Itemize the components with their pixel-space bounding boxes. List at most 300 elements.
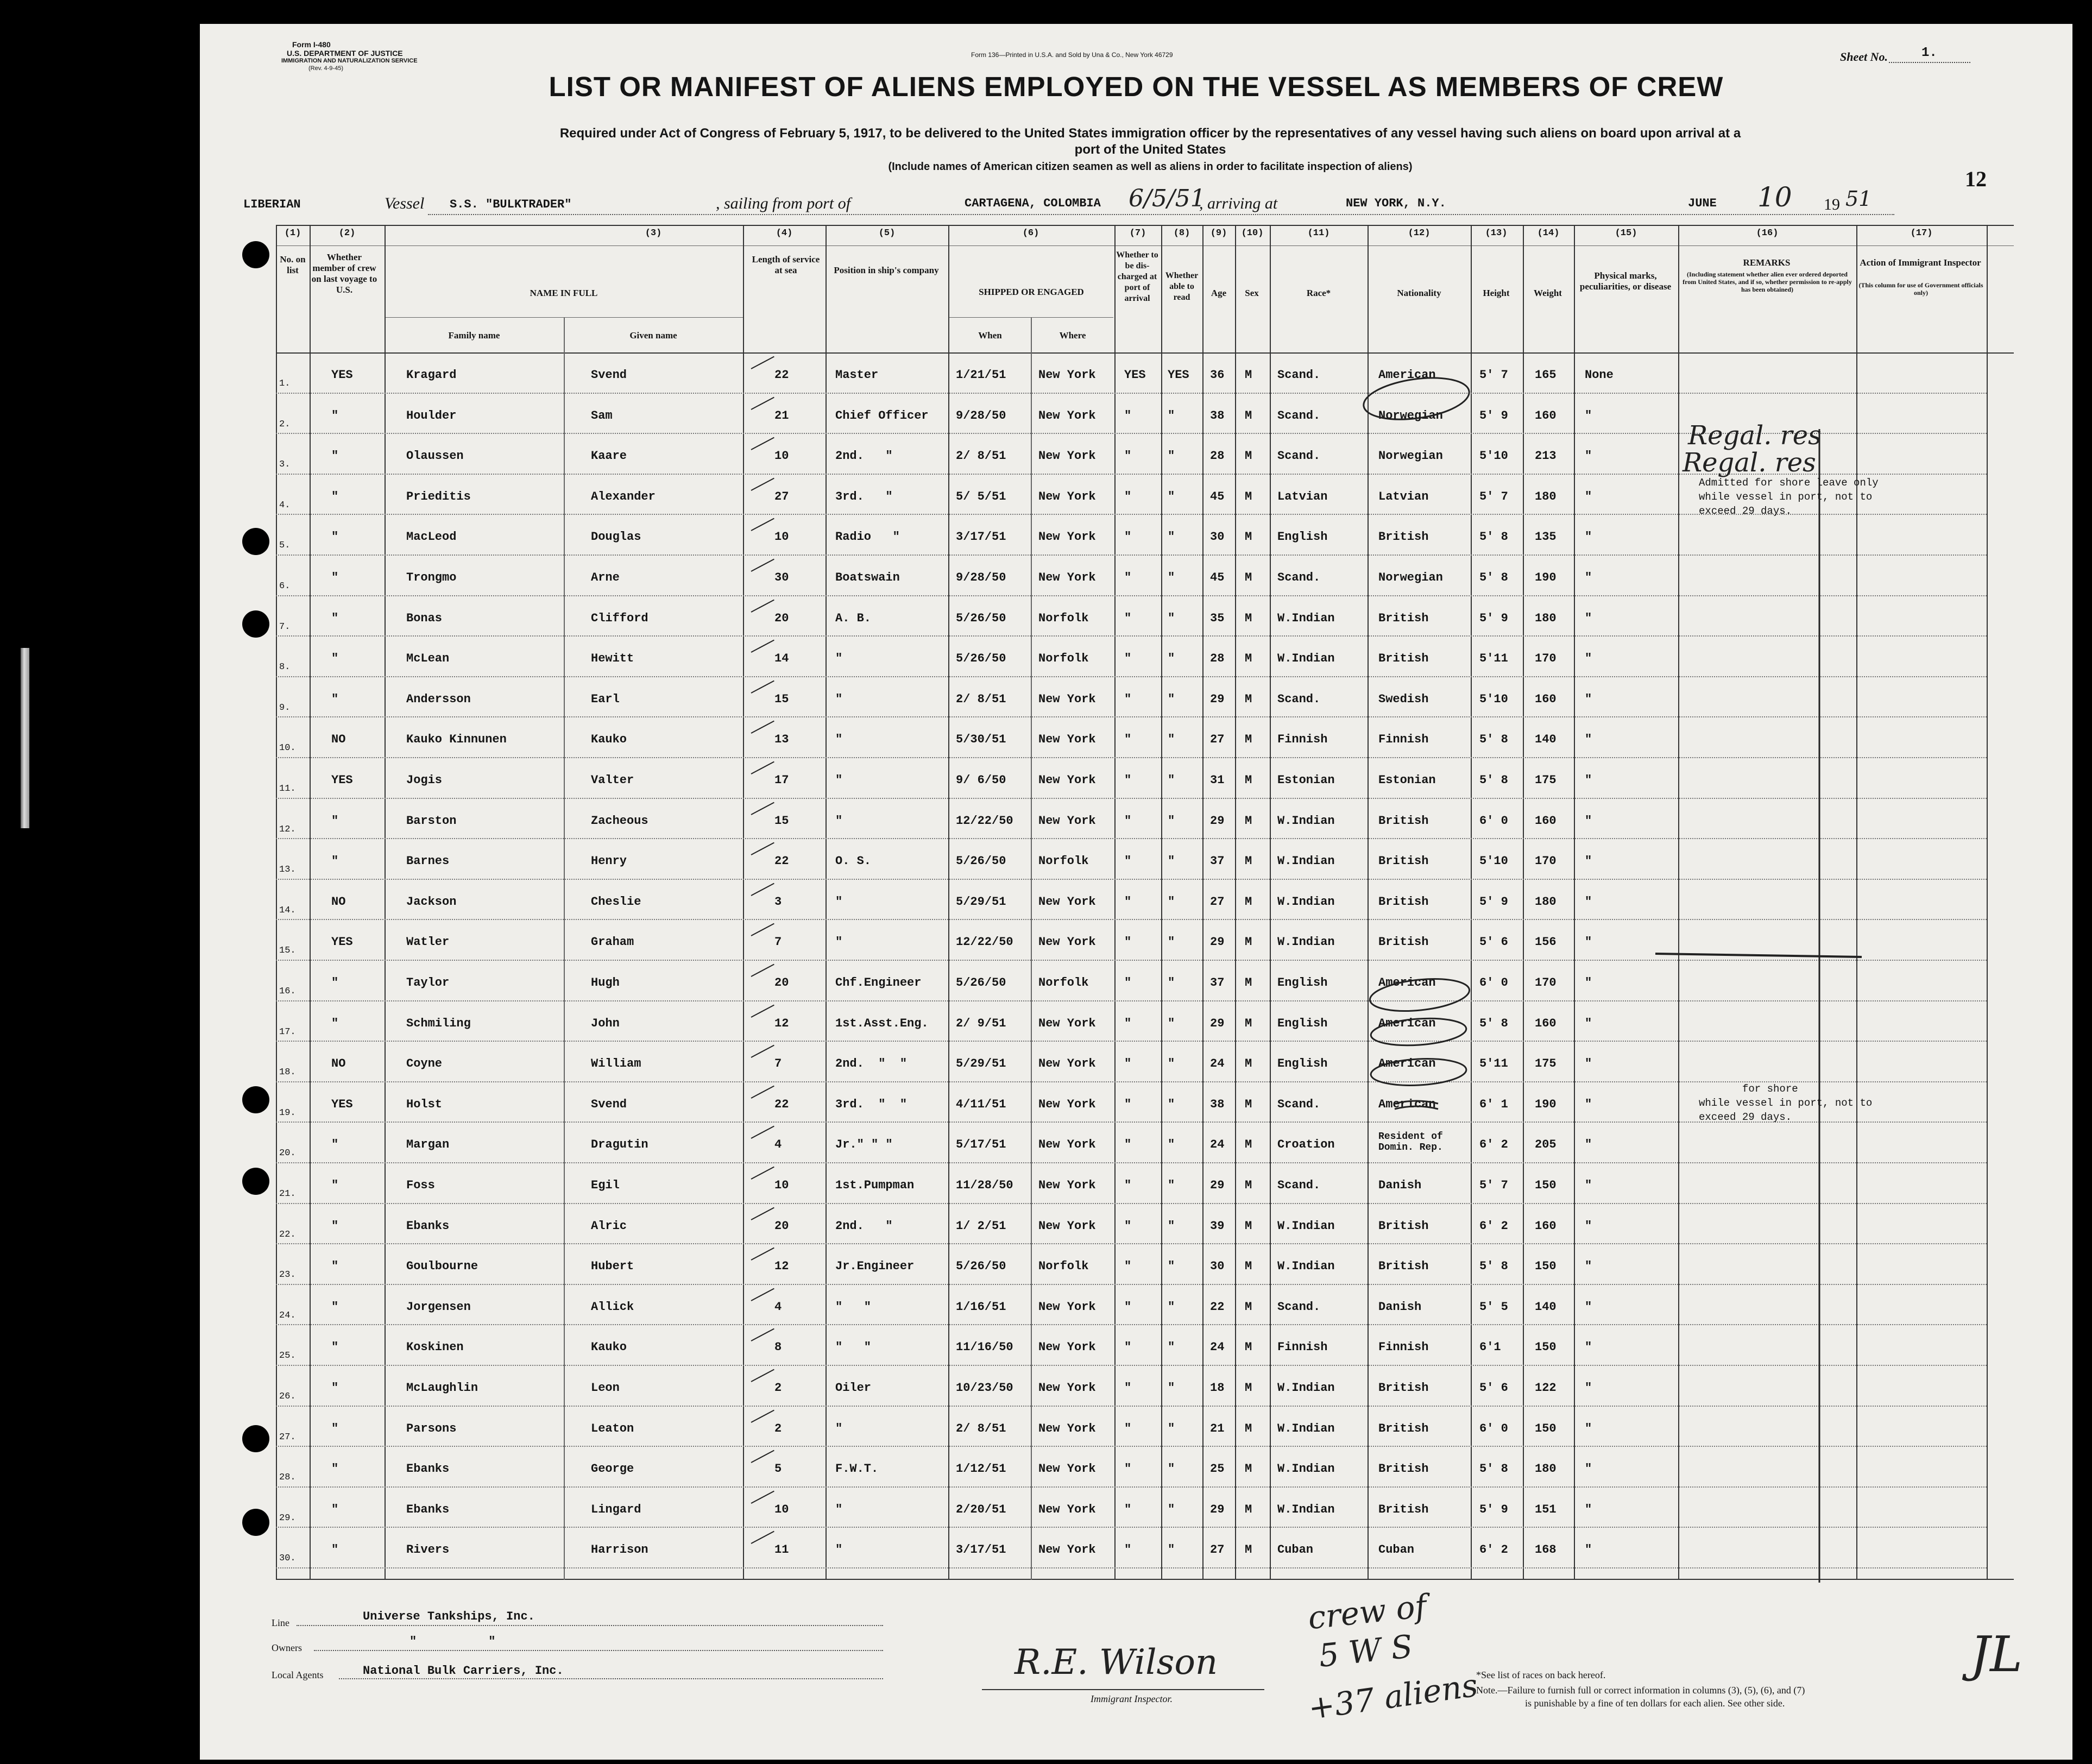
height-cell: 5' 5 <box>1479 1300 1508 1314</box>
service-cell: 2 <box>774 1381 782 1395</box>
shipped-when-cell: 5/ 5/51 <box>956 489 1006 503</box>
binder-hole <box>242 1425 269 1452</box>
discharged-cell: " <box>1124 773 1132 787</box>
shipped-when-cell: 1/16/51 <box>956 1300 1006 1314</box>
given-name-cell: Kaare <box>591 449 627 463</box>
race-cell: Scand. <box>1277 1300 1321 1314</box>
prev-voyage-cell: " <box>331 692 339 706</box>
discharged-cell: " <box>1124 935 1132 949</box>
family-name-cell: Coyne <box>406 1057 443 1071</box>
service-cell: 12 <box>774 1016 789 1030</box>
film-edge-strip <box>21 648 29 828</box>
arrival-month: JUNE <box>1688 197 1717 210</box>
shipped-when-cell: 5/26/50 <box>956 611 1006 625</box>
service-cell: 22 <box>774 1097 789 1111</box>
sex-cell: M <box>1245 814 1252 828</box>
family-name-cell: Jorgensen <box>406 1300 471 1314</box>
race-cell: W.Indian <box>1277 1421 1335 1435</box>
service-cell: 5 <box>774 1462 782 1476</box>
column-number: (15) <box>1615 228 1637 238</box>
age-cell: 36 <box>1210 368 1225 382</box>
discharged-cell: " <box>1124 611 1132 625</box>
given-name-cell: Hubert <box>591 1259 634 1274</box>
read-cell: " <box>1168 611 1175 625</box>
nationality-cell: Swedish <box>1378 692 1429 706</box>
read-cell: " <box>1168 1259 1175 1274</box>
col-header-when: When <box>978 330 1002 341</box>
marks-cell: None <box>1585 368 1614 382</box>
position-cell: " <box>835 652 843 666</box>
marks-cell: " <box>1585 854 1592 868</box>
race-cell: English <box>1277 530 1328 544</box>
shipped-where-cell: New York <box>1038 1421 1096 1435</box>
nationality-cell: British <box>1378 1381 1429 1395</box>
race-cell: Finnish <box>1277 1340 1328 1354</box>
shipped-where-cell: New York <box>1038 692 1096 706</box>
age-cell: 29 <box>1210 1016 1225 1030</box>
col-header-no: No. on list <box>280 254 306 275</box>
sex-cell: M <box>1245 408 1252 423</box>
position-cell: 3rd. " <box>835 489 893 503</box>
given-name-cell: Allick <box>591 1300 634 1314</box>
row-number: 8. <box>279 662 291 673</box>
marks-cell: " <box>1585 1219 1592 1233</box>
shipped-where-cell: New York <box>1038 449 1096 463</box>
sex-cell: M <box>1245 530 1252 544</box>
read-cell: " <box>1168 1097 1175 1111</box>
shipped-where-cell: New York <box>1038 1543 1096 1557</box>
column-number: (16) <box>1756 228 1779 238</box>
discharged-cell: " <box>1124 692 1132 706</box>
weight-cell: 150 <box>1535 1421 1557 1435</box>
shipped-where-cell: New York <box>1038 1097 1096 1111</box>
family-name-cell: McLean <box>406 652 450 666</box>
marks-cell: " <box>1585 976 1592 990</box>
age-cell: 29 <box>1210 1502 1225 1516</box>
row-number: 3. <box>279 459 291 470</box>
weight-cell: 160 <box>1535 1016 1557 1030</box>
discharged-cell: " <box>1124 894 1132 909</box>
race-cell: Scand. <box>1277 449 1321 463</box>
read-cell: " <box>1168 1543 1175 1557</box>
race-note: *See list of races on back hereof. <box>1476 1670 1606 1680</box>
race-cell: Estonian <box>1277 773 1335 787</box>
weight-cell: 165 <box>1535 368 1557 382</box>
height-cell: 6' 2 <box>1479 1219 1508 1233</box>
weight-cell: 150 <box>1535 1340 1557 1354</box>
marks-cell: " <box>1585 1179 1592 1192</box>
row-number: 4. <box>279 500 291 511</box>
read-cell: " <box>1168 1340 1175 1354</box>
row-number: 11. <box>279 784 296 794</box>
position-cell: Master <box>835 368 879 382</box>
race-cell: Scand. <box>1277 408 1321 423</box>
discharged-cell: " <box>1124 449 1132 463</box>
given-name-cell: Graham <box>591 935 634 949</box>
age-cell: 38 <box>1210 1097 1225 1111</box>
remark-handwritten-1: Regal. res <box>1688 420 1822 451</box>
row-number: 29. <box>279 1513 296 1523</box>
row-number: 20. <box>279 1148 296 1159</box>
weight-cell: 180 <box>1535 489 1557 503</box>
marks-cell: " <box>1585 1300 1592 1314</box>
line-value: Universe Tankships, Inc. <box>363 1610 535 1623</box>
race-cell: W.Indian <box>1277 1381 1335 1395</box>
col-header-read: Whether able to read <box>1165 271 1199 302</box>
col-header-discharged: Whether to be dis- charged at port of arrival <box>1116 250 1158 303</box>
shipped-when-cell: 10/23/50 <box>956 1381 1013 1395</box>
col-header-weight: Weight <box>1534 288 1562 298</box>
remark-stamp-2-line-2: while vessel in port, not to <box>1699 1097 1873 1109</box>
col-header-marks: Physical marks, peculiarities, or disease <box>1579 270 1672 292</box>
prev-voyage-cell: " <box>331 1462 339 1476</box>
nationality-cell: American <box>1378 1097 1436 1111</box>
discharged-cell: " <box>1124 1259 1132 1274</box>
shipped-when-cell: 9/28/50 <box>956 408 1006 423</box>
note-line-1: Note.—Failure to furnish full or correct information in columns (3), (5), (6), and (7) <box>1476 1685 1805 1696</box>
shipped-where-cell: Norfolk <box>1038 976 1089 990</box>
height-cell: 5'10 <box>1479 449 1508 463</box>
service-cell: 21 <box>774 408 789 423</box>
service-cell: 8 <box>774 1340 782 1354</box>
nationality-cell: British <box>1378 611 1429 625</box>
position-cell: Boatswain <box>835 571 900 584</box>
service: IMMIGRATION AND NATURALIZATION SERVICE <box>281 58 418 64</box>
prev-voyage-cell: " <box>331 1300 339 1314</box>
height-cell: 5' 9 <box>1479 1502 1508 1516</box>
race-cell: English <box>1277 1016 1328 1030</box>
arrival-year-prefix: 19 <box>1824 196 1840 213</box>
race-cell: W.Indian <box>1277 1502 1335 1516</box>
col-header-name: NAME IN FULL <box>530 288 598 298</box>
shipped-where-cell: New York <box>1038 368 1096 382</box>
prev-voyage-cell: " <box>331 1502 339 1516</box>
nationality-cell: Norwegian <box>1378 449 1443 463</box>
nationality-cell: Latvian <box>1378 489 1429 503</box>
prev-voyage-cell: YES <box>331 935 353 949</box>
shipped-when-cell: 1/21/51 <box>956 368 1006 382</box>
height-cell: 5' 9 <box>1479 611 1508 625</box>
sex-cell: M <box>1245 1138 1252 1152</box>
age-cell: 37 <box>1210 976 1225 990</box>
row-number: 18. <box>279 1067 296 1078</box>
nationality-cell: British <box>1378 1219 1429 1233</box>
row-number: 19. <box>279 1107 296 1118</box>
family-name-cell: Foss <box>406 1179 435 1192</box>
marks-cell: " <box>1585 1138 1592 1152</box>
row-number: 5. <box>279 540 291 551</box>
sex-cell: M <box>1245 1016 1252 1030</box>
prev-voyage-cell: " <box>331 449 339 463</box>
discharged-cell: " <box>1124 530 1132 544</box>
height-cell: 5' 8 <box>1479 530 1508 544</box>
col-header-action-note: (This column for use of Government officials only) <box>1858 281 1983 297</box>
position-cell: 2nd. " <box>835 1219 893 1233</box>
vessel-label: Vessel <box>385 194 425 212</box>
race-cell: W.Indian <box>1277 814 1335 828</box>
read-cell: YES <box>1168 368 1189 382</box>
discharged-cell: " <box>1124 652 1132 666</box>
age-cell: 35 <box>1210 611 1225 625</box>
marks-cell: " <box>1585 1259 1592 1274</box>
age-cell: 27 <box>1210 733 1225 747</box>
prev-voyage-cell: YES <box>331 773 353 787</box>
agents-rule <box>339 1678 883 1679</box>
nationality-cell: British <box>1378 1462 1429 1476</box>
column-number: (5) <box>878 228 896 238</box>
nationality-cell: Norwegian <box>1378 408 1443 423</box>
race-cell: W.Indian <box>1277 894 1335 909</box>
shipped-when-cell: 1/12/51 <box>956 1462 1006 1476</box>
column-number: (8) <box>1173 228 1190 238</box>
position-cell: 1st.Asst.Eng. <box>835 1016 929 1030</box>
race-cell: Latvian <box>1277 489 1328 503</box>
read-cell: " <box>1168 935 1175 949</box>
weight-cell: 180 <box>1535 1462 1557 1476</box>
family-name-cell: Koskinen <box>406 1340 464 1354</box>
height-cell: 6'1 <box>1479 1340 1501 1354</box>
marks-cell: " <box>1585 1097 1592 1111</box>
row-number: 26. <box>279 1391 296 1402</box>
given-name-cell: William <box>591 1057 641 1071</box>
height-cell: 5' 6 <box>1479 1381 1508 1395</box>
read-cell: " <box>1168 1381 1175 1395</box>
marks-cell: " <box>1585 1057 1592 1071</box>
height-cell: 5' 9 <box>1479 408 1508 423</box>
height-cell: 6' 1 <box>1479 1097 1508 1111</box>
remark-stamp-1-line-3: exceed 29 days. <box>1699 505 1792 517</box>
race-cell: W.Indian <box>1277 1462 1335 1476</box>
position-cell: " <box>835 733 843 747</box>
subtitle-line-2: port of the United States <box>1074 142 1226 157</box>
age-cell: 18 <box>1210 1381 1225 1395</box>
shipped-where-cell: New York <box>1038 1016 1096 1030</box>
form-id: Form I-480 <box>292 40 331 49</box>
position-cell: F.W.T. <box>835 1462 879 1476</box>
initials: JL <box>1970 1626 2022 1683</box>
family-name-cell: Andersson <box>406 692 471 706</box>
given-name-cell: Kauko <box>591 1340 627 1354</box>
row-number: 12. <box>279 824 296 835</box>
weight-cell: 170 <box>1535 976 1557 990</box>
row-number: 16. <box>279 986 296 997</box>
port-from: CARTAGENA, COLOMBIA <box>965 197 1101 210</box>
col-header-remarks-note: (Including statement whether alien ever ordered deported from United States, and if so, whether permission to re-apply has been obtained) <box>1683 270 1852 293</box>
family-name-cell: Trongmo <box>406 571 457 584</box>
service-cell: 22 <box>774 854 789 868</box>
read-cell: " <box>1168 814 1175 828</box>
height-cell: 5' 9 <box>1479 894 1508 909</box>
given-name-cell: Leon <box>591 1381 620 1395</box>
column-number: (3) <box>645 228 662 238</box>
race-cell: English <box>1277 976 1328 990</box>
shipped-where-cell: New York <box>1038 1138 1096 1152</box>
hand-note-3: +37 aliens <box>1306 1666 1480 1727</box>
sex-cell: M <box>1245 935 1252 949</box>
nationality-cell: Finnish <box>1378 733 1429 747</box>
row-number: 22. <box>279 1229 296 1240</box>
given-name-cell: Arne <box>591 571 620 584</box>
row-number: 2. <box>279 419 291 430</box>
shipped-when-cell: 12/22/50 <box>956 814 1013 828</box>
service-cell: 15 <box>774 814 789 828</box>
row-number: 6. <box>279 581 291 591</box>
position-cell: Chf.Engineer <box>835 976 922 990</box>
height-cell: 6' 0 <box>1479 814 1508 828</box>
family-name-cell: Margan <box>406 1138 450 1152</box>
position-cell: 2nd. " <box>835 449 893 463</box>
discharged-cell: " <box>1124 1057 1132 1071</box>
subtitle-line-3: (Include names of American citizen seamen as well as aliens in order to facilitate inspection of aliens) <box>888 161 1413 173</box>
position-cell: " <box>835 692 843 706</box>
shipped-when-cell: 2/ 8/51 <box>956 692 1006 706</box>
age-cell: 30 <box>1210 530 1225 544</box>
prev-voyage-cell: " <box>331 976 339 990</box>
col-header-shipped: SHIPPED OR ENGAGED <box>979 287 1084 297</box>
height-cell: 5' 8 <box>1479 773 1508 787</box>
given-name-cell: Svend <box>591 368 627 382</box>
shipped-where-cell: New York <box>1038 408 1096 423</box>
page-title: LIST OR MANIFEST OF ALIENS EMPLOYED ON THE VESSEL AS MEMBERS OF CREW <box>549 71 1724 102</box>
age-cell: 37 <box>1210 854 1225 868</box>
discharged-cell: " <box>1124 1381 1132 1395</box>
col-header-prev-voyage: Whether member of crew on last voyage to U.S. <box>311 252 377 295</box>
race-cell: Scand. <box>1277 1179 1321 1192</box>
race-cell: Scand. <box>1277 571 1321 584</box>
column-number: (12) <box>1408 228 1431 238</box>
given-name-cell: Douglas <box>591 530 641 544</box>
shipped-where-cell: Norfolk <box>1038 652 1089 666</box>
race-cell: W.Indian <box>1277 1219 1335 1233</box>
weight-cell: 175 <box>1535 773 1557 787</box>
shipped-when-cell: 9/ 6/50 <box>956 773 1006 787</box>
given-name-cell: Henry <box>591 854 627 868</box>
vessel-line-rule <box>428 214 1894 215</box>
shipped-where-cell: Norfolk <box>1038 1259 1089 1274</box>
shipped-when-cell: 5/17/51 <box>956 1138 1006 1152</box>
weight-cell: 180 <box>1535 611 1557 625</box>
sex-cell: M <box>1245 1097 1252 1111</box>
family-name-cell: Barnes <box>406 854 450 868</box>
position-cell: Oiler <box>835 1381 872 1395</box>
service-cell: 20 <box>774 611 789 625</box>
weight-cell: 168 <box>1535 1543 1557 1557</box>
sex-cell: M <box>1245 611 1252 625</box>
prev-voyage-cell: " <box>331 1219 339 1233</box>
family-name-cell: Bonas <box>406 611 443 625</box>
service-cell: 2 <box>774 1421 782 1435</box>
age-cell: 29 <box>1210 935 1225 949</box>
prev-voyage-cell: " <box>331 611 339 625</box>
service-cell: 10 <box>774 1179 789 1192</box>
row-number: 14. <box>279 905 296 916</box>
age-cell: 24 <box>1210 1340 1225 1354</box>
height-cell: 5' 7 <box>1479 1179 1508 1192</box>
read-cell: " <box>1168 692 1175 706</box>
shipped-where-cell: New York <box>1038 814 1096 828</box>
sex-cell: M <box>1245 733 1252 747</box>
height-cell: 5'11 <box>1479 652 1508 666</box>
prev-voyage-cell: " <box>331 571 339 584</box>
service-cell: 20 <box>774 976 789 990</box>
sailing-label: , sailing from port of <box>716 194 851 212</box>
weight-cell: 150 <box>1535 1179 1557 1192</box>
nationality-cell: American <box>1378 1016 1436 1030</box>
line-label: Line <box>272 1617 289 1628</box>
service-cell: 14 <box>774 652 789 666</box>
inspector-signature: R.E. Wilson <box>1015 1642 1218 1683</box>
prev-voyage-cell: " <box>331 408 339 423</box>
column-number: (14) <box>1537 228 1560 238</box>
given-name-cell: Cheslie <box>591 894 641 909</box>
prev-voyage-cell: YES <box>331 1097 353 1111</box>
height-cell: 5'10 <box>1479 854 1508 868</box>
department: U.S. DEPARTMENT OF JUSTICE <box>287 49 403 58</box>
position-cell: " <box>835 894 843 909</box>
family-name-cell: Jogis <box>406 773 443 787</box>
service-cell: 15 <box>774 692 789 706</box>
shipped-when-cell: 5/26/50 <box>956 652 1006 666</box>
service-cell: 11 <box>774 1543 789 1557</box>
row-number: 27. <box>279 1432 296 1442</box>
nationality-cell: American <box>1378 976 1436 990</box>
nationality-cell: Resident of Domin. Rep. <box>1378 1131 1443 1154</box>
race-cell: Scand. <box>1277 1097 1321 1111</box>
given-name-cell: John <box>591 1016 620 1030</box>
sex-cell: M <box>1245 1421 1252 1435</box>
height-cell: 5'10 <box>1479 692 1508 706</box>
col-header-age: Age <box>1211 288 1227 298</box>
height-cell: 5' 8 <box>1479 1016 1508 1030</box>
position-cell: Jr." " " <box>835 1138 893 1152</box>
sex-cell: M <box>1245 976 1252 990</box>
read-cell: " <box>1168 1016 1175 1030</box>
height-cell: 6' 2 <box>1479 1543 1508 1557</box>
revision: (Rev. 4-9-45) <box>308 65 343 72</box>
marks-cell: " <box>1585 733 1592 747</box>
weight-cell: 140 <box>1535 1300 1557 1314</box>
discharged-cell: " <box>1124 1462 1132 1476</box>
col-header-remarks: REMARKS <box>1743 257 1791 268</box>
family-name-cell: MacLeod <box>406 530 457 544</box>
row-number: 10. <box>279 743 296 754</box>
service-cell: 27 <box>774 489 789 503</box>
row-number: 23. <box>279 1270 296 1281</box>
sex-cell: M <box>1245 489 1252 503</box>
read-cell: " <box>1168 1138 1175 1152</box>
read-cell: " <box>1168 489 1175 503</box>
read-cell: " <box>1168 976 1175 990</box>
given-name-cell: Leaton <box>591 1421 634 1435</box>
position-cell: Jr.Engineer <box>835 1259 915 1274</box>
printer-note: Form 136—Printed in U.S.A. and Sold by Una & Co., New York 46729 <box>971 51 1173 59</box>
sail-date-handwritten: 6/5/51 <box>1129 185 1206 212</box>
column-number: (13) <box>1485 228 1508 238</box>
binder-hole <box>242 528 269 555</box>
shipped-where-cell: New York <box>1038 733 1096 747</box>
sex-cell: M <box>1245 1381 1252 1395</box>
position-cell: " " <box>835 1340 872 1354</box>
col-header-action: Action of Immigrant Inspector <box>1860 257 1981 268</box>
sex-cell: M <box>1245 652 1252 666</box>
binder-hole <box>242 241 269 268</box>
weight-cell: 160 <box>1535 814 1557 828</box>
prev-voyage-cell: " <box>331 1259 339 1274</box>
flag: LIBERIAN <box>243 198 301 211</box>
service-cell: 20 <box>774 1219 789 1233</box>
weight-cell: 170 <box>1535 652 1557 666</box>
family-name-cell: Watler <box>406 935 450 949</box>
